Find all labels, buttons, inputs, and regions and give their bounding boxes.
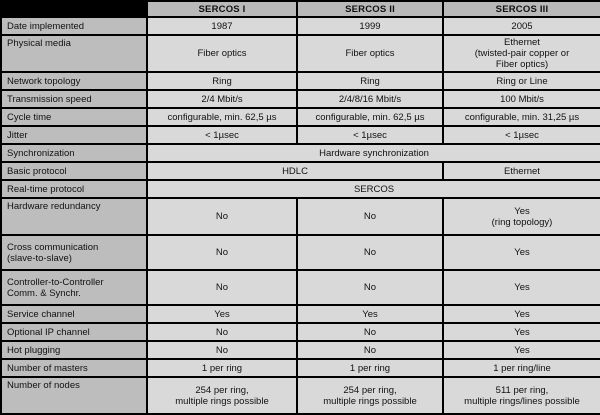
cell-media-sercos-2: Fiber optics xyxy=(298,36,442,71)
cell-realtime-all: SERCOS xyxy=(148,181,600,197)
table-row xyxy=(2,342,600,358)
cell-media-sercos-1: Fiber optics xyxy=(148,36,296,71)
table-row xyxy=(2,127,600,143)
cell-nodes-sercos-1: 254 per ring, multiple rings possible xyxy=(148,378,296,413)
cell-ip-sercos-2: No xyxy=(298,324,442,340)
header-sercos-2: SERCOS II xyxy=(298,2,442,16)
cell-cross-sercos-3: Yes xyxy=(444,236,600,269)
cell-sync-all: Hardware synchronization xyxy=(148,145,600,161)
table-row xyxy=(2,324,600,340)
table-row xyxy=(2,236,600,269)
table-row xyxy=(2,360,600,376)
cell-jitter-sercos-3: < 1µsec xyxy=(444,127,600,143)
row-label-cycle: Cycle time xyxy=(2,109,146,125)
table-row xyxy=(2,145,600,161)
table-row xyxy=(2,73,600,89)
cell-masters-sercos-2: 1 per ring xyxy=(298,360,442,376)
cell-cycle-sercos-3: configurable, min. 31,25 µs xyxy=(444,109,600,125)
cell-cycle-sercos-2: configurable, min. 62,5 µs xyxy=(298,109,442,125)
cell-hotplug-sercos-1: No xyxy=(148,342,296,358)
row-label-basic-protocol: Basic protocol xyxy=(2,163,146,179)
row-label-cross-communication: Cross communication (slave-to-slave) xyxy=(2,236,146,269)
cell-c2c-sercos-2: No xyxy=(298,271,442,304)
table-row xyxy=(2,163,600,179)
cell-topology-sercos-1: Ring xyxy=(148,73,296,89)
table-row xyxy=(2,199,600,234)
cell-ip-sercos-1: No xyxy=(148,324,296,340)
table-row xyxy=(2,109,600,125)
cell-ip-sercos-3: Yes xyxy=(444,324,600,340)
row-label-ip-channel: Optional IP channel xyxy=(2,324,146,340)
table-row xyxy=(2,36,600,71)
table-row xyxy=(2,181,600,197)
table-row xyxy=(2,18,600,34)
row-label-speed: Transmission speed xyxy=(2,91,146,107)
cell-nodes-sercos-2: 254 per ring, multiple rings possible xyxy=(298,378,442,413)
row-label-nodes: Number of nodes xyxy=(2,378,146,413)
cell-hotplug-sercos-2: No xyxy=(298,342,442,358)
cell-cycle-sercos-1: configurable, min. 62,5 µs xyxy=(148,109,296,125)
cell-c2c-sercos-3: Yes xyxy=(444,271,600,304)
cell-date-sercos-3: 2005 xyxy=(444,18,600,34)
cell-nodes-sercos-3: 511 per ring, multiple rings/lines possible xyxy=(444,378,600,413)
row-label-jitter: Jitter xyxy=(2,127,146,143)
cell-speed-sercos-2: 2/4/8/16 Mbit/s xyxy=(298,91,442,107)
row-label-masters: Number of masters xyxy=(2,360,146,376)
cell-service-sercos-2: Yes xyxy=(298,306,442,322)
cell-jitter-sercos-2: < 1µsec xyxy=(298,127,442,143)
row-label-controller-to-controller: Controller-to-Controller Comm. & Synchr. xyxy=(2,271,146,304)
cell-c2c-sercos-1: No xyxy=(148,271,296,304)
cell-redundancy-sercos-3: Yes (ring topology) xyxy=(444,199,600,234)
cell-date-sercos-1: 1987 xyxy=(148,18,296,34)
row-label-date: Date implemented xyxy=(2,18,146,34)
cell-speed-sercos-3: 100 Mbit/s xyxy=(444,91,600,107)
cell-topology-sercos-3: Ring or Line xyxy=(444,73,600,89)
table-row xyxy=(2,91,600,107)
cell-hotplug-sercos-3: Yes xyxy=(444,342,600,358)
row-label-redundancy: Hardware redundancy xyxy=(2,199,146,234)
header-sercos-1: SERCOS I xyxy=(148,2,296,16)
cell-redundancy-sercos-2: No xyxy=(298,199,442,234)
header-sercos-3: SERCOS III xyxy=(444,2,600,16)
cell-media-sercos-3: Ethernet (twisted-pair copper or Fiber optics) xyxy=(444,36,600,71)
cell-service-sercos-1: Yes xyxy=(148,306,296,322)
cell-cross-sercos-1: No xyxy=(148,236,296,269)
row-label-media: Physical media xyxy=(2,36,146,71)
cell-basic-protocol-sercos-3: Ethernet xyxy=(444,163,600,179)
cell-date-sercos-2: 1999 xyxy=(298,18,442,34)
table-header-row xyxy=(2,2,600,16)
cell-jitter-sercos-1: < 1µsec xyxy=(148,127,296,143)
row-label-sync: Synchronization xyxy=(2,145,146,161)
cell-masters-sercos-3: 1 per ring/line xyxy=(444,360,600,376)
cell-speed-sercos-1: 2/4 Mbit/s xyxy=(148,91,296,107)
row-label-service-channel: Service channel xyxy=(2,306,146,322)
row-label-realtime: Real-time protocol xyxy=(2,181,146,197)
row-label-topology: Network topology xyxy=(2,73,146,89)
table-row xyxy=(2,271,600,304)
cell-topology-sercos-2: Ring xyxy=(298,73,442,89)
cell-masters-sercos-1: 1 per ring xyxy=(148,360,296,376)
cell-redundancy-sercos-1: No xyxy=(148,199,296,234)
cell-basic-protocol-sercos-1-2: HDLC xyxy=(148,163,442,179)
cell-cross-sercos-2: No xyxy=(298,236,442,269)
table-row xyxy=(2,306,600,322)
row-label-hot-plugging: Hot plugging xyxy=(2,342,146,358)
header-corner xyxy=(2,2,146,16)
cell-service-sercos-3: Yes xyxy=(444,306,600,322)
